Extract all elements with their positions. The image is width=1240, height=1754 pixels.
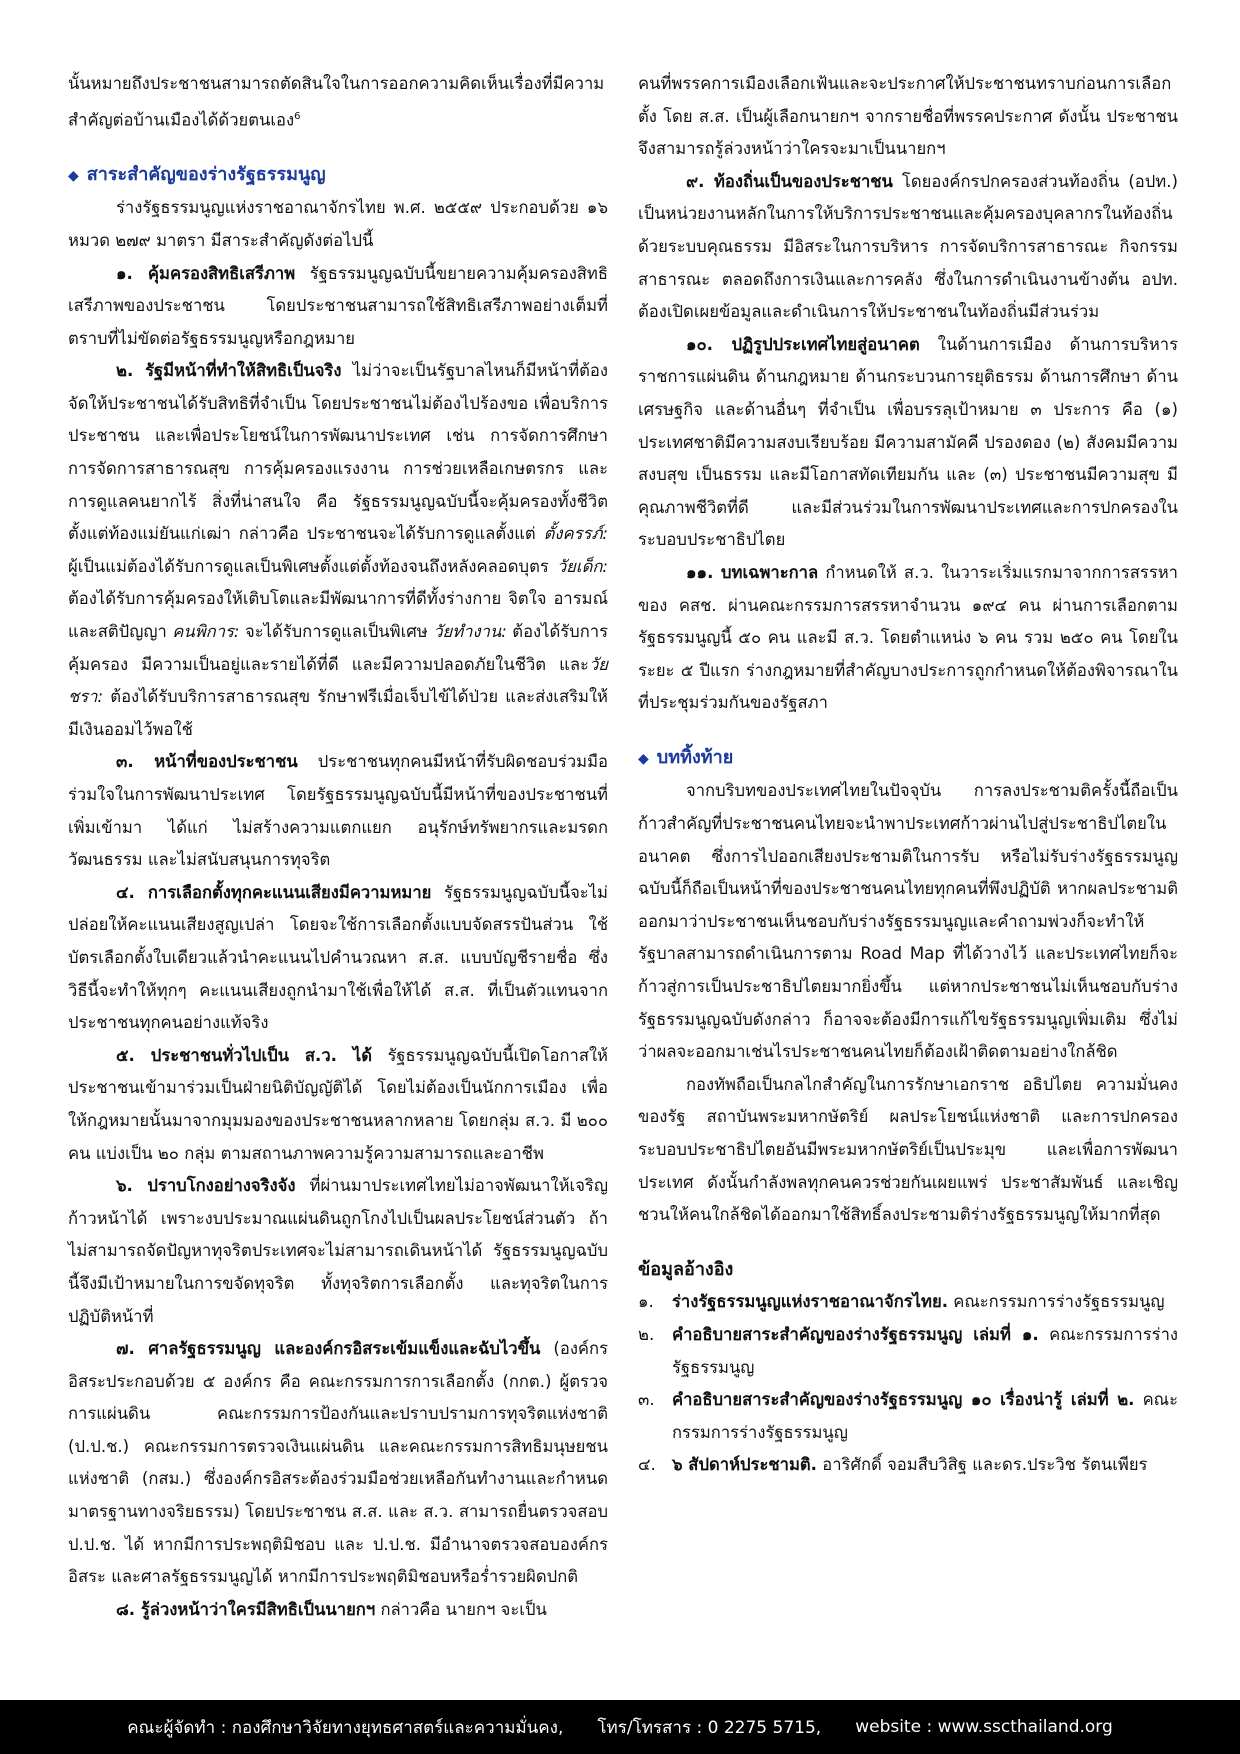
reference-item: ๑. ร่างรัฐธรรมนูญแห่งราชอาณาจักรไทย. คณะกรรมการร่างรัฐธรรมนูญ: [638, 1292, 1165, 1312]
paragraph-intro-continued: นั้นหมายถึงประชาชนสามารถตัดสินใจในการออกความคิดเห็นเรื่องที่มีความสำคัญต่อบ้านเมืองได้ด้วยตนเอง$^6$: [68, 74, 605, 130]
footer-phone: โทร/โทรสาร : 0 2275 5715,: [597, 1717, 822, 1738]
item-7: ๗. ศาลรัฐธรรมนูญ และองค์กรอิสระเข้มแข็งและฉับไวขึ้น (องค์กรอิสระประกอบด้วย ๕ องค์กร คือ คณะกรรมการการเลือกตั้ง (กกต.) ผู้ตรวจการแผ่นดิน คณะกรรมการป้องกันและปราบปรามการทุจริตแห่งชาติ (ป.ป.ช.) คณะกรรมการตรวจเงินแผ่นดิน และคณะกรรมการสิทธิมนุษยชนแห่งชาติ (กสม.) ซึ่งองค์กรอิสระต้องร่วมมือช่วยเหลือกันทำงานและกำหนดมาตรฐานทางจริยธรรม) โดยประชาชน ส.ส. และ ส.ว. สามารถยื่นตรวจสอบ ป.ป.ช. ได้ หากมีการประพฤติมิชอบ และ ป.ป.ช. มีอำนาจตรวจสอบองค์กรอิสระ และศาลรัฐธรรมนูญได้ หากมีการประพฤติมิชอบหรือร่ำรวยผิดปกติ: [68, 1339, 608, 1587]
item-5: ๕. ประชาชนทั่วไปเป็น ส.ว. ได้ รัฐธรรมนูญฉบับนี้เปิดโอกาสให้ประชาชนเข้ามาร่วมเป็นฝ่ายนิติบัญญัติได้ โดยไม่ต้องเป็นนักการเมือง เพื่อให้กฎหมายนั้นมาจากมุมมองของประชาชนหลากหลาย โดยกลุ่ม ส.ว. มี ๒๐๐ คน แบ่งเป็น ๒๐ กลุ่ม ตามสถานภาพความรู้ความสามารถและอาชีพ: [68, 1045, 608, 1163]
reference-item: ๓. คำอธิบายสาระสำคัญของร่างรัฐธรรมนูญ ๑๐ เรื่องน่ารู้ เล่มที่ ๒. คณะกรรมการร่างรัฐธรรมนูญ: [638, 1390, 1178, 1442]
left-column: [68, 68, 608, 1626]
reference-item: ๔. ๖ สัปดาห์ประชามติ. อาริศักดิ์ จอมสืบวิสิฐ และดร.ประวิช รัตนเพียร: [638, 1455, 1148, 1475]
item-11: ๑๑. บทเฉพาะกาล กำหนดให้ ส.ว. ในวาระเริ่มแรกมาจากการสรรหาของ คสช. ผ่านคณะกรรมการสรรหาจำนวน ๑๙๔ คน ผ่านการเลือกตามรัฐธรรมนูญนี้ ๕๐ คน และมี ส.ว. โดยตำแหน่ง ๖ คน รวม ๒๕๐ คน โดยในระยะ ๕ ปีแรก ร่างกฎหมายที่สำคัญบางประการถูกกำหนดให้ต้องพิจารณาในที่ประชุมร่วมกันของรัฐสภา: [638, 562, 1178, 713]
item-6: ๖. ปราบโกงอย่างจริงจัง ที่ผ่านมาประเทศไทยไม่อาจพัฒนาให้เจริญก้าวหน้าได้ เพราะงบประมาณแผ่นดินถูกโกงไปเป็นผลประโยชน์ส่วนตัว ถ้าไม่สามารถจัดปัญหาทุจริตประเทศจะไม่สามารถเดินหน้าได้ รัฐธรรมนูญฉบับนี้จึงมีเป้าหมายในการขจัดทุจริต ทั้งทุจริตการเลือกตั้ง และทุจริตในการปฏิบัติหน้าที่: [68, 1176, 608, 1326]
item-8: ๘. รู้ล่วงหน้าว่าใครมีสิทธิเป็นนายกฯ กล่าวคือ นายกฯ จะเป็น: [116, 1599, 547, 1619]
footer-bar: [0, 1700, 1240, 1754]
item-4: ๔. การเลือกตั้งทุกคะแนนเสียงมีความหมาย รัฐธรรมนูญฉบับนี้จะไม่ปล่อยให้คะแนนเสียงสูญเปล่า โดยจะใช้การเลือกตั้งแบบจัดสรรปันส่วน ใช้บัตรเลือกตั้งใบเดียวแล้วนำคะแนนไปคำนวณหา ส.ส. แบบบัญชีรายชื่อ ซึ่งวิธีนี้จะทำให้ทุกๆ คะแนนเสียงถูกนำมาใช้เพื่อให้ได้ ส.ส. ที่เป็นตัวแทนจากประชาชนทุกคนอย่างแท้จริง: [68, 882, 608, 1033]
conclusion-paragraph-2: กองทัพถือเป็นกลไกสำคัญในการรักษาเอกราช อธิปไตย ความมั่นคงของรัฐ สถาบันพระมหากษัตริย์ ผลประโยชน์แห่งชาติ และการปกครองระบอบประชาธิปไตยอันมีพระมหากษัตริย์เป็นประมุข และเพื่อการพัฒนาประเทศ ดังนั้นกำลังพลทุกคนควรช่วยกันเผยแพร่ ประชาสัมพันธ์ และเชิญชวนให้คนใกล้ชิดได้ออกมาใช้สิทธิ์ลงประชามติร่างรัฐธรรมนูญให้มากที่สุด: [638, 1074, 1178, 1225]
paragraph-constitution-intro: ร่างรัฐธรรมนูญแห่งราชอาณาจักรไทย พ.ศ. ๒๕๕๙ ประกอบด้วย ๑๖ หมวด ๒๗๙ มาตรา มีสาระสำคัญดังต่อไปนี้: [68, 198, 608, 250]
item-2: ๒. รัฐมีหน้าที่ทำให้สิทธิเป็นจริง ไม่ว่าจะเป็นรัฐบาลไหนก็มีหน้าที่ต้องจัดให้ประชาชนได้รับสิทธิที่จำเป็น โดยประชาชนไม่ต้องไปร้องขอ เพื่อบริการประชาชน และเพื่อประโยชน์ในการพัฒนาประเทศ เช่น การจัดการศึกษา การจัดการสาธารณสุข การคุ้มครองแรงงาน การช่วยเหลือเกษตรกร และการดูแลคนยากไร้ สิ่งที่น่าสนใจ คือ รัฐธรรมนูญฉบับนี้จะคุ้มครองทั้งชีวิตตั้งแต่ท้องแม่ยันแก่เฒ่า กล่าวคือ ประชาชนจะได้รับการดูแลตั้งแต่ ตั้งครรภ์: ผู้เป็นแม่ต้องได้รับการดูแลเป็นพิเศษตั้งแต่ตั้งท้องจนถึงหลังคลอดบุตร วัยเด็ก: ต้องได้รับการคุ้มครองให้เติบโตและมีพัฒนาการที่ดีทั้งร่างกาย จิตใจ อารมณ์ และสติปัญญา คนพิการ: จะได้รับการดูแลเป็นพิเศษ วัยทำงาน: ต้องได้รับการคุ้มครอง มีความเป็นอยู่และรายได้ที่ดี และมีความปลอดภัยในชีวิต และวัยชรา: ต้องได้รับบริการสาธารณสุข รักษาฟรีเมื่อเจ็บไข้ได้ป่วย และส่งเสริมให้มีเงินออมไว้พอใช้: [68, 361, 608, 739]
item-1: ๑. คุ้มครองสิทธิเสรีภาพ รัฐธรรมนูญฉบับนี้ขยายความคุ้มครองสิทธิเสรีภาพของประชาชน โดยประชาชนสามารถใช้สิทธิเสรีภาพอย่างเต็มที่ ตราบที่ไม่ขัดต่อรัฐธรรมนูญหรือกฎหมาย: [68, 263, 608, 348]
references-heading: ข้อมูลอ้างอิง: [638, 1258, 734, 1280]
item-3: ๓. หน้าที่ของประชาชน ประชาชนทุกคนมีหน้าที่รับผิดชอบร่วมมือร่วมใจในการพัฒนาประเทศ โดยรัฐธรรมนูญฉบับนี้มีหน้าที่ของประชาชนที่เพิ่มเข้ามา ได้แก่ ไม่สร้างความแตกแยก อนุรักษ์ทรัพยากรและมรดกวัฒนธรรม และไม่สนับสนุนการทุจริต: [68, 752, 608, 870]
item-9: ๙. ท้องถิ่นเป็นของประชาชน โดยองค์กรปกครองส่วนท้องถิ่น (อปท.) เป็นหน่วยงานหลักในการให้บริการประชาชนและคุ้มครองบุคลากรในท้องถิ่นด้วยระบบคุณธรรม มีอิสระในการบริหาร การจัดบริการสาธารณะ กิจกรรมสาธารณะ ตลอดถึงการเงินและการคลัง ซึ่งในการดำเนินงานข้างต้น อปท. ต้องเปิดเผยข้อมูลและดำเนินการให้ประชาชนในท้องถิ่นมีส่วนร่วม: [638, 171, 1178, 322]
item-8-continued: คนที่พรรคการเมืองเลือกเฟ้นและจะประกาศให้ประชาชนทราบก่อนการเลือกตั้ง โดย ส.ส. เป็นผู้เลือกนายกฯ จากรายชื่อที่พรรคประกาศ ดังนั้น ประชาชนจึงสามารถรู้ล่วงหน้าว่าใครจะมาเป็นนายกฯ: [638, 74, 1178, 159]
diamond-bullet-icon: ◆: [638, 750, 649, 767]
section-heading-key-points: ◆ สาระสำคัญของร่างรัฐธรรมนูญ: [68, 163, 326, 185]
reference-item: ๒. คำอธิบายสาระสำคัญของร่างรัฐธรรมนูญ เล่มที่ ๑. คณะกรรมการร่างรัฐธรรมนูญ: [638, 1324, 1178, 1377]
footnote-mark: 6: [294, 110, 301, 122]
section-heading-conclusion: ◆ บททิ้งท้าย: [638, 746, 734, 768]
conclusion-paragraph-1: จากบริบทของประเทศไทยในปัจจุบัน การลงประชามติครั้งนี้ถือเป็นก้าวสำคัญที่ประชาชนคนไทยจะนำพาประเทศก้าวผ่านไปสู่ประชาธิปไตยในอนาคต ซึ่งการไปออกเสียงประชามติในการรับ หรือไม่รับร่างรัฐธรรมนูญฉบับนี้ก็ถือเป็นหน้าที่ของประชาชนคนไทยทุกคนที่พึงปฏิบัติ หากผลประชามติออกมาว่าประชาชนเห็นชอบกับร่างรัฐธรรมนูญและคำถามพ่วงก็จะทำให้รัฐบาลสามารถดำเนินการตาม Road Map ที่ได้วางไว้ และประเทศไทยก็จะก้าวสู่การเป็นประชาธิปไตยมากยิ่งขึ้น แต่หากประชาชนไม่เห็นชอบกับร่างรัฐธรรมนูญฉบับดังกล่าว ก็อาจจะต้องมีการแก้ไขรัฐธรรมนูญเพิ่มเติม ซึ่งไม่ว่าผลจะออกมาเช่นไรประชาชนคนไทยก็ต้องเฝ้าติดตามอย่างใกล้ชิด: [638, 781, 1178, 1062]
footer-website-link[interactable]: website : www.sscthailand.org: [855, 1717, 1113, 1737]
right-column: [638, 68, 1178, 1482]
footer-organization: คณะผู้จัดทำ : กองศึกษาวิจัยทางยุทธศาสตร์และความมั่นคง,: [127, 1717, 564, 1738]
diamond-bullet-icon: ◆: [68, 167, 79, 184]
item-10: ๑๐. ปฏิรูปประเทศไทยสู่อนาคต ในด้านการเมือง ด้านการบริหารราชการแผ่นดิน ด้านกฎหมาย ด้านกระบวนการยุติธรรม ด้านการศึกษา ด้านเศรษฐกิจ และด้านอื่นๆ ที่จำเป็น เพื่อบรรลุเป้าหมาย ๓ ประการ คือ (๑) ประเทศชาติมีความสงบเรียบร้อย มีความสามัคคี ปรองดอง (๒) สังคมมีความสงบสุข เป็นธรรม และมีโอกาสทัดเทียมกัน และ (๓) ประชาชนมีความสุข มีคุณภาพชีวิตที่ดี และมีส่วนร่วมในการพัฒนาประเทศและการปกครองในระบอบประชาธิปไตย: [638, 334, 1178, 550]
